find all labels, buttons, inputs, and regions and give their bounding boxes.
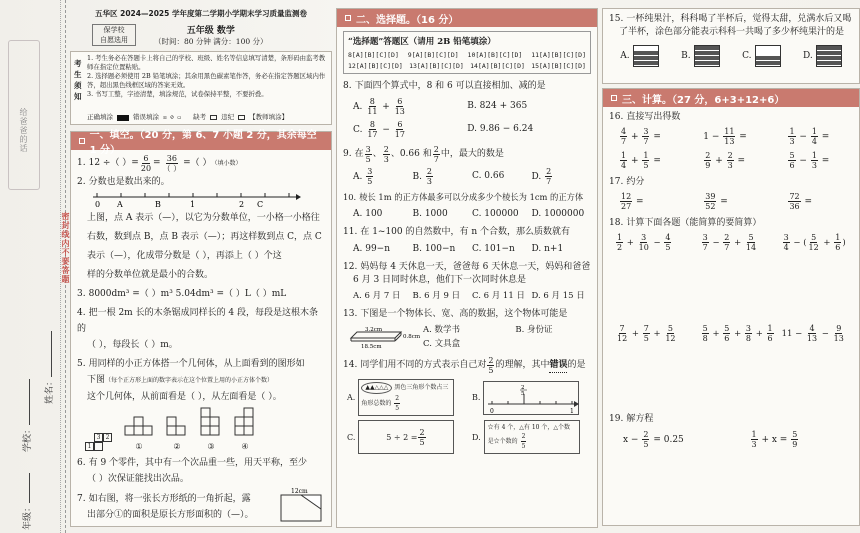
svg-text:0: 0: [490, 407, 495, 415]
q2-line-3: 表示（—），化成带分数是（ ），再添上（ ）个这: [87, 251, 282, 261]
answer-area: [343, 31, 591, 74]
q11-option-c[interactable]: C. 101−n: [472, 244, 515, 254]
school-option-box: 保学校 自愿选用: [92, 24, 136, 46]
q15-option-a[interactable]: A.: [620, 45, 658, 67]
question-10: 10. 棱长 1m 的正方体最多可以分成多少个棱长为 1cm 的正方体 A. 100 B. 1000 C. 100000 D. 1000000: [343, 191, 591, 221]
q14-option-b[interactable]: B. 2 5 0 1: [472, 379, 591, 416]
class-field[interactable]: 年级：: [20, 473, 33, 530]
time-score: （时间：80 分钟 满分：100 分）: [154, 37, 268, 46]
q12-option-c[interactable]: C. 6 月 11 日: [472, 291, 525, 301]
notice-1: 1. 考生务必在答题卡上将自己的学校、班级、姓名等信息填写清楚，条形码由监考教师在指定位置粘贴。: [87, 54, 326, 71]
column-right: [602, 0, 860, 533]
fill-wrong-label: 错误填涂: [133, 113, 159, 121]
q12-option-d[interactable]: D. 6 月 15 日: [531, 291, 585, 301]
teacher-fill-label: 【教师填涂】: [249, 113, 289, 121]
svg-text:1: 1: [570, 407, 575, 415]
q10-option-d[interactable]: D. 1000000: [531, 209, 585, 219]
q11-option-a[interactable]: A. 99−n: [353, 244, 391, 254]
answer-bubble-15[interactable]: 15[A][B][C][D]: [531, 62, 586, 70]
q15-option-c[interactable]: C.: [742, 45, 780, 67]
column-middle: [336, 0, 598, 533]
section-2-title: 二、选择题。（16 分）: [337, 9, 597, 27]
binding-top-text: 给爸爸的话: [19, 108, 28, 153]
section-1-title: 一、填空。（20 分，第 6、7 小题 2 分，其余每空 1 分）: [71, 132, 331, 150]
view-option-2[interactable]: ②: [166, 416, 188, 451]
column-left: [70, 0, 332, 533]
svg-text:12cm: 12cm: [291, 488, 308, 495]
q11-option-d[interactable]: D. n+1: [531, 244, 564, 254]
q8-option-a[interactable]: A. $\frac{8}{11}$ + $\frac{6}{13}$: [353, 97, 405, 116]
svg-text:0.8cm: 0.8cm: [403, 334, 421, 340]
question-16: 16. 直接写出得数: [609, 112, 681, 122]
question-6: 6. 有 9 个零件，其中有一个次品重一些，用天平称，至少 （ ）次保证能找出次品。: [77, 458, 308, 484]
binding-strip: [0, 0, 70, 533]
q9-option-d[interactable]: D. $\frac{2}{7}$: [531, 167, 552, 186]
q14-option-a[interactable]: A. ▲▲△△△ 黑色三角形个数占三角形总数的 $\frac{2}{5}$: [347, 379, 466, 416]
answer-bubble-9[interactable]: 9[A][B][C][D]: [407, 51, 459, 59]
q13-option-a[interactable]: A. 数学书: [423, 325, 461, 335]
svg-text:3.2cm: 3.2cm: [365, 327, 383, 333]
violation-label: 违纪: [221, 113, 235, 121]
q13-option-b[interactable]: B. 身份证: [515, 325, 553, 335]
box-dimensions-figure: [343, 324, 423, 350]
q2-line-4: 样的分数单位就是最小的合数。: [87, 270, 214, 280]
question-5: 5. 用同样的小正方体搭一个几何体，从上面看到的图形如 下图（每个正方形上面的数字表示在这个位置上用的小正方体个数） 这个几何体，从前面看是（ ），从左面看是（ ）。 3 2 1 ① ② ③ ④: [77, 359, 305, 451]
number-line: [91, 189, 301, 209]
q8-option-d[interactable]: D. 9.86 − 6.24: [467, 124, 534, 134]
question-11: 11. 在 1~100 的自然数中，有 n 个合数，那么质数就有 A. 99−n B. 100−n C. 101−n D. n+1: [343, 226, 591, 256]
axis-label-c: C: [257, 200, 264, 209]
question-15-box: [602, 8, 860, 84]
question-4: 4. 把一根 2m 长的木条锯成同样长的 4 段，每段是这根木条的 （ ），每段长（ ）m。: [77, 308, 319, 350]
q9-option-b[interactable]: B. $\frac{2}{3}$: [412, 167, 432, 186]
q8-option-c[interactable]: C. $\frac{8}{17}$ − $\frac{6}{17}$: [353, 120, 405, 139]
q15-option-d[interactable]: D.: [803, 45, 842, 67]
q15-option-b[interactable]: B.: [681, 45, 719, 67]
axis-label-2: 2: [239, 200, 245, 209]
answer-bubble-11[interactable]: 11[A][B][C][D]: [531, 51, 586, 59]
answer-bubble-13[interactable]: 13[A][B][C][D]: [409, 62, 464, 70]
svg-text:5: 5: [521, 390, 525, 397]
question-13: 13. 下图是一个物体长、宽、高的数据，这个物体可能是 3.2cm 0.8cm 18.5cm A. 数学书 B. 身份证 C. 文具盒: [343, 308, 591, 351]
question-12: 12. 妈妈每 4 天休息一天，爸爸每 6 天休息一天，妈妈和爸爸 6 月 3 日同时休息，他们下一次同时休息是 A. 6 月 7 日 B. 6 月 9 日 C. 6 月 11 日 D. 6 月 15 日: [343, 262, 591, 301]
question-1: 1. 12 ÷（ ）= $\frac{6}{20}$ = $\frac{36}{( )}$ =（ ） （填小数）: [77, 153, 242, 173]
school-field[interactable]: 学校：: [20, 379, 33, 452]
question-15: 15. 一杯纯果汁，科科喝了半杯后，觉得太甜，兑满水后又喝 了半杯，涂色部分能表示科科一共喝了多少杯纯果汁的是: [609, 14, 852, 37]
q10-option-b[interactable]: B. 1000: [412, 209, 448, 219]
answer-bubble-12[interactable]: 12[A][B][C][D]: [348, 62, 403, 70]
grade-subject: 五年级 数学: [186, 26, 235, 36]
name-field[interactable]: 姓名：: [42, 331, 55, 404]
exam-title: 五华区 2024—2025 学年度第二学期小学期末学习质量监测卷: [95, 9, 307, 18]
fill-correct-sample: [117, 115, 129, 121]
q14-option-c[interactable]: C. 5 ÷ 2 = $\frac{2}{5}$: [347, 420, 466, 454]
answer-bubble-14[interactable]: 14[A][B][C][D]: [470, 62, 525, 70]
answer-bubble-8[interactable]: 8[A][B][C][D]: [348, 51, 399, 59]
q11-option-b[interactable]: B. 100−n: [412, 244, 456, 254]
violation-box[interactable]: [238, 115, 245, 120]
answer-area-title: “选择题”答题区（请用 2B 铅笔填涂）: [348, 37, 496, 47]
question-7: 7. 如右图，将一张长方形纸的一角折起，露 出部分①的面积是原长方形面积的（—）。 12cm: [77, 491, 325, 523]
svg-text:2: 2: [521, 384, 525, 391]
view-option-1[interactable]: ①: [124, 416, 154, 451]
q2-line-2: 右数，数到点 B，点 B 表示（—）；再这样数到点 C，点 C: [87, 232, 322, 242]
top-view-grid: 3 2 1: [85, 433, 112, 451]
question-17: 17. 约分: [609, 177, 645, 187]
section-3-title: 三、计算。（27 分，6+3+12+6）: [603, 89, 859, 107]
notice-label: 考生须知: [74, 59, 82, 101]
notice-box: [70, 51, 332, 125]
q13-option-c[interactable]: C. 文具盒: [423, 339, 461, 349]
q12-option-b[interactable]: B. 6 月 9 日: [412, 291, 461, 301]
q9-option-c[interactable]: C. 0.66: [472, 171, 505, 181]
question-19: 19. 解方程: [609, 414, 654, 424]
q10-option-a[interactable]: A. 100: [353, 209, 383, 219]
svg-text:18.5cm: 18.5cm: [361, 344, 382, 350]
question-2: 2. 分数也是数出来的。 0 A B 1 2 C 上图，点 A 表示（—），以它为分数单位，一小格一小格往 右数，数到点 B，点 B 表示（—）；再这样数到点 C，点 C 表示（—），化成带分数是（ ），再添上（ ）个这 样的分数单位就是最小的合数。: [77, 176, 325, 285]
notice-3: 3. 书写工整，字迹清楚，填涂规范，试卷保持平整，不要折叠。: [87, 90, 268, 98]
question-3: 3. 8000dm³ =（ ）m³ 5.04dm³ =（ ）L（ ）mL: [77, 289, 287, 299]
absent-label: 缺考: [193, 113, 207, 121]
question-9: 9. 在 $\frac{3}{5}$ 、 $\frac{2}{3}$ 、0.66 和 $\frac{2}{7}$ 中，最大的数是 A. $\frac{3}{5}$ B. $\frac{2}{3}$ C. 0.66 D. $\frac{2}{7}$: [343, 145, 591, 186]
view-option-3[interactable]: ③: [200, 407, 222, 451]
section-calculation: 三、计算。（27 分，6+3+12+6） 16. 直接写出得数 $\frac{4}{7}$ + $\frac{3}{7}$ = 1 − $\frac{11}{13}$ = $\frac{1}{3}$ − $\frac{1}{4}$ = $\frac{1}{4}$ + $\frac{1}{5}$ = $\frac{2}{9}$ + $\frac{2}{3}$ = $\frac{5}{6}$ − $\frac{1}{3}$ = 17. 约分 $\frac{12}{27}$ = $\frac{39}{52}$ = $\frac{72}{36}$ = 18. 计算下面各题（能简算的要简算） $\frac{1}{2}$ + $\frac{3}{10}$ − $\frac{4}{5}$ $\frac{3}{7}$ − $\frac{2}{7}$ + $\frac{5}{14}$ $\frac{3}{4}$ − ( $\frac{5}{12}$ + $\frac{1}{6}$ ) $\frac{7}{12}$ + $\frac{7}{5}$ + $\frac{5}{12}$ $\frac{5}{8}$ + $\frac{5}{6}$ + $\frac{3}{8}$ + $\frac{1}{6}$ 11 − $\frac{4}{13}$ − $\frac{9}{13}$ 19. 解方程 x − $\frac{2}{5}$ = 0.25 $\frac{1}{3}$ + x = $\frac{5}{9}$: [602, 88, 860, 526]
fill-correct-label: 正确填涂: [87, 113, 113, 121]
q8-option-b[interactable]: B. 824 + 365: [467, 101, 528, 111]
question-18: 18. 计算下面各题（能简算的要简算）: [609, 218, 762, 228]
absent-box[interactable]: [210, 115, 217, 120]
question-8: 8. 下面四个算式中，8 和 6 可以直接相加、减的是 A. $\frac{8}{11}$ + $\frac{6}{13}$ B. 824 + 365 C. $\frac{8}{17}$ − $\frac{6}{17}$ D. 9.86 − 6.24: [343, 80, 591, 139]
view-option-4[interactable]: ④: [234, 407, 256, 451]
fill-wrong-sample: ☒ ⊘ ▭: [163, 114, 182, 121]
seal-line-warning: 密封线内不要答题: [61, 212, 70, 284]
q10-option-c[interactable]: C. 100000: [472, 209, 519, 219]
section-choice: [336, 8, 598, 528]
axis-label-b: B: [155, 200, 161, 209]
section-fill-blank: [70, 131, 332, 527]
question-14: 14. 同学们用不同的方式表示自己对 $\frac{2}{5}$ 的理解，其中 错误 的是 A. ▲▲△△△ 黑色三角形个数占三角形总数的 $\frac{2}{5}$ B. 2 5 0 1 C. 5 ÷ 2 = $\frac{2}{5}$ D. ☆有 4 个，△有 10 个，△个数是☆个数的 $\frac{2}{5}$: [343, 356, 591, 454]
q9-option-a[interactable]: A. $\frac{3}{5}$: [353, 167, 373, 186]
folded-paper-figure: [279, 487, 325, 523]
q12-option-a[interactable]: A. 6 月 7 日: [353, 291, 401, 301]
answer-bubble-10[interactable]: 10[A][B][C][D]: [467, 51, 523, 59]
q14-option-d[interactable]: D. ☆有 4 个，△有 10 个，△个数是☆个数的 $\frac{2}{5}$: [472, 420, 591, 454]
notice-2: 2. 选择题必须使用 2B 铅笔填涂；其余用黑色碳素笔作答，务必在指定答题区域内作答，超出黑色线框区域的答案无效。: [87, 72, 326, 89]
axis-label-1: 1: [190, 200, 196, 209]
q2-line-1: 上图，点 A 表示（—），以它为分数单位，一小格一小格往: [87, 213, 320, 223]
axis-label-0: 0: [95, 200, 101, 209]
axis-label-a: A: [117, 200, 123, 209]
